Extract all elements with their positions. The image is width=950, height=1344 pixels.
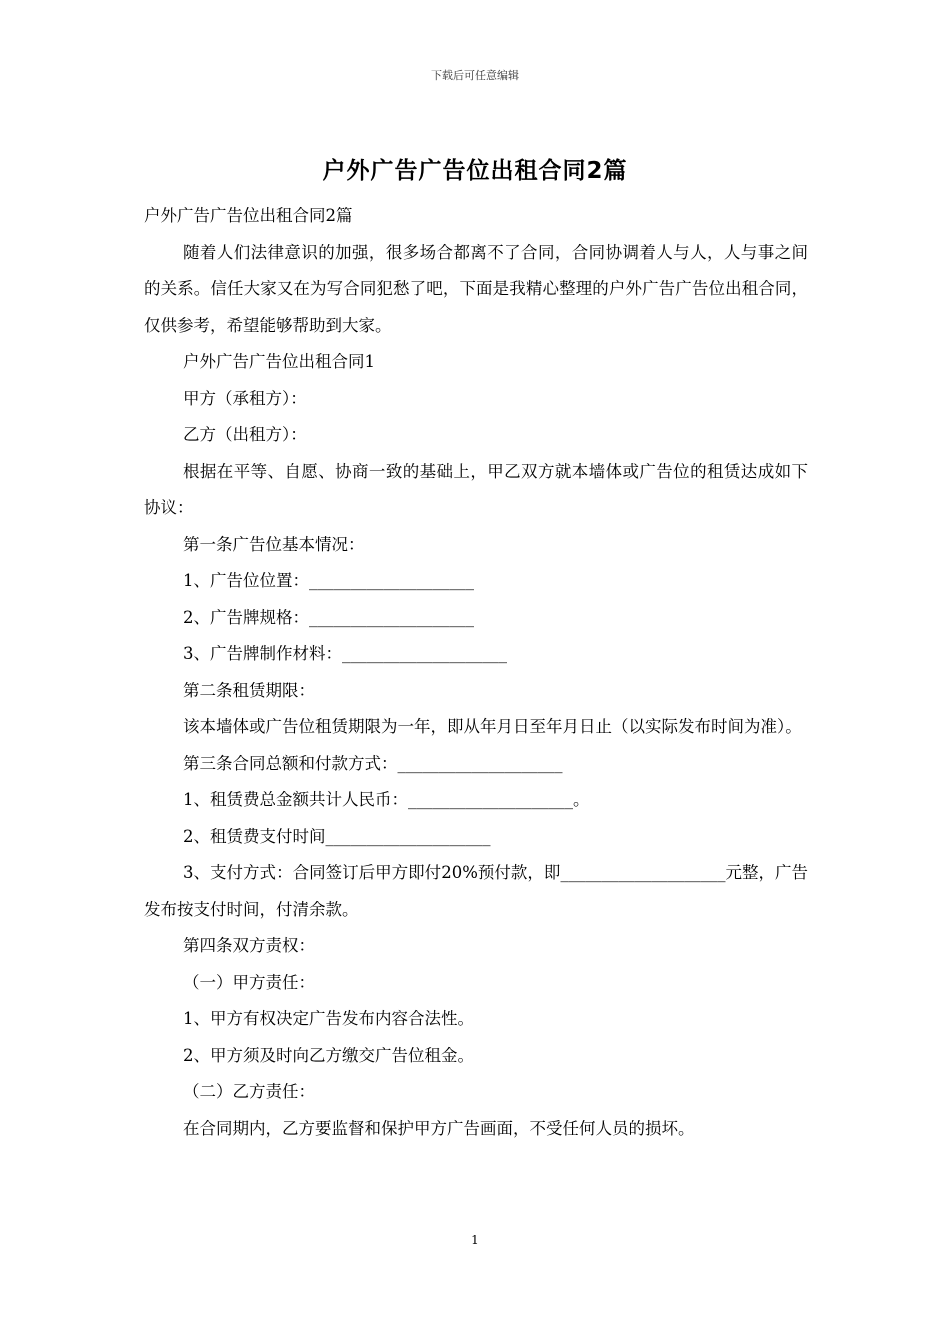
article-3-item-3: 3、支付方式：合同签订后甲方即付20%预付款，即____________________元整，广告发布按支付时间，付清余款。 [144,863,808,919]
article-4-heading: 第四条双方责权： [183,936,315,955]
article-1-item-1: 1、广告位位置：____________________ [183,571,474,590]
document-title: 户外广告广告位出租合同2篇 [322,158,628,184]
contract-heading: 户外广告广告位出租合同1 [183,352,375,371]
article-3-item-1: 1、租赁费总金额共计人民币：____________________。 [183,790,590,809]
party-a-line: 甲方（承租方）： [183,388,307,408]
article-3-heading: 第三条合同总额和付款方式：____________________ [183,753,563,773]
article-2-heading: 第二条租赁期限： [183,680,315,700]
article-1-heading: 第一条广告位基本情况： [183,534,365,554]
party-a-duties-heading: （一）甲方责任： [183,972,315,992]
document-body [144,198,808,1147]
page-number: 1 [471,1233,479,1247]
party-b-duties-heading: （二）乙方责任： [183,1082,315,1101]
header-note: 下载后可任意编辑 [431,69,519,82]
article-3-item-2: 2、租赁费支付时间____________________ [183,826,491,846]
article-1-item-3: 3、广告牌制作材料：____________________ [183,644,507,663]
party-a-duty-2: 2、甲方须及时向乙方缴交广告位租金。 [183,1045,474,1065]
party-b-duty-1: 在合同期内，乙方要监督和保护甲方广告画面，不受任何人员的损坏。 [183,1118,695,1138]
party-a-duty-1: 1、甲方有权决定广告发布内容合法性。 [183,1009,474,1028]
article-2-paragraph: 该本墙体或广告位租赁期限为一年，即从年月日至年月日止（以实际发布时间为准）。 [183,717,802,736]
intro-paragraph: 随着人们法律意识的加强，很多场合都离不了合同，合同协调着人与人，人与事之间的关系。信任大家又在为写合同犯愁了吧，下面是我精心整理的户外广告广告位出租合同，仅供参考，希望能够帮助到大家。 [144,242,808,335]
party-b-line: 乙方（出租方）： [183,425,307,444]
article-1-item-2: 2、广告牌规格：____________________ [183,607,474,627]
agreement-paragraph: 根据在平等、自愿、协商一致的基础上，甲乙双方就本墙体或广告位的租赁达成如下协议： [144,461,808,517]
subtitle-paragraph: 户外广告广告位出租合同2篇 [144,206,353,225]
